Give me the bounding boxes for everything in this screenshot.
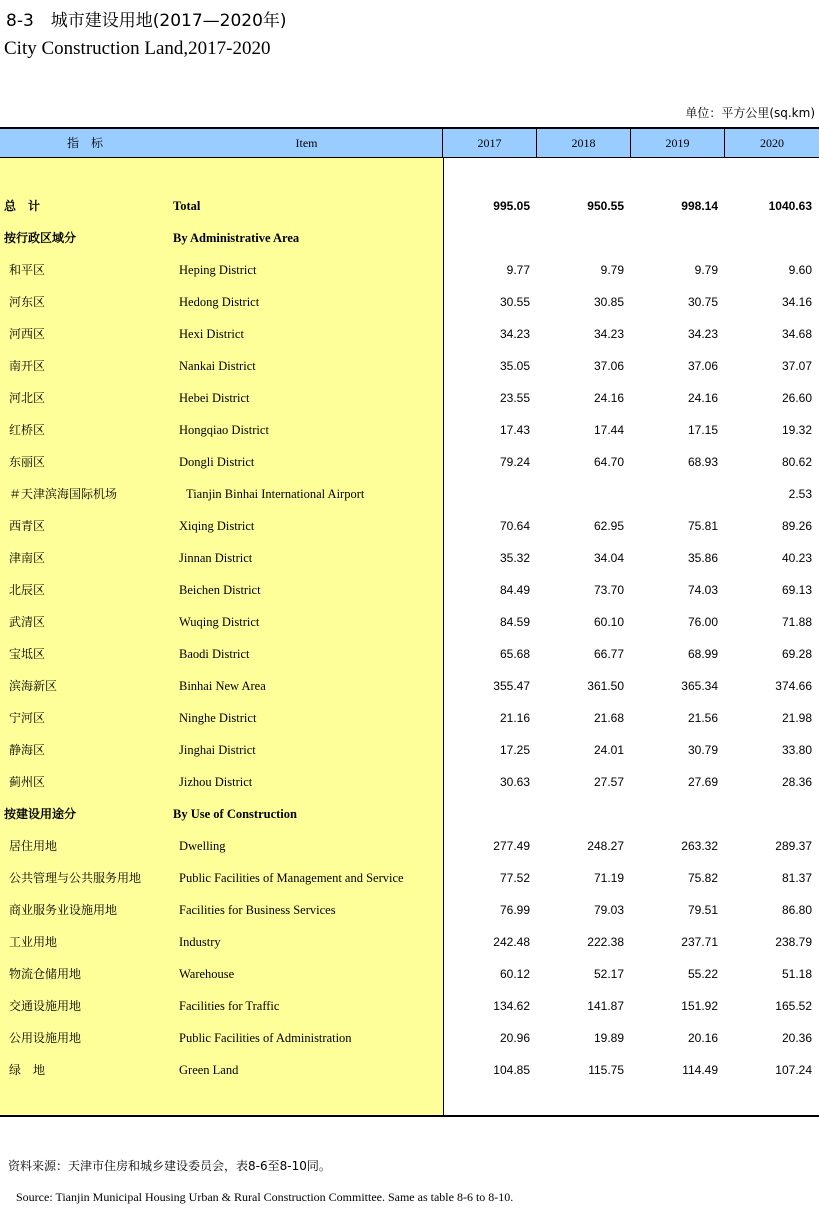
value-cell: 17.44 xyxy=(593,423,624,437)
row-label-english: Binhai New Area xyxy=(179,679,266,693)
value-cell: 71.19 xyxy=(593,871,624,885)
value-cell: 263.32 xyxy=(681,839,718,853)
table-row xyxy=(0,670,819,702)
value-cell: 30.63 xyxy=(499,775,530,789)
value-cell: 35.05 xyxy=(499,359,530,373)
row-label-english: Warehouse xyxy=(179,967,235,981)
row-label-chinese: 宁河区 xyxy=(9,711,46,725)
table-row xyxy=(0,542,819,574)
value-cell: 30.85 xyxy=(593,295,624,309)
value-cell: 34.68 xyxy=(781,327,812,341)
value-cell: 75.81 xyxy=(687,519,718,533)
value-cell: 134.62 xyxy=(493,999,530,1013)
row-label-chinese: 公用设施用地 xyxy=(9,1031,82,1045)
value-cell: 69.28 xyxy=(781,647,812,661)
value-cell: 34.23 xyxy=(593,327,624,341)
page-title: 8-3 城市建设用地(2017—2020年) xyxy=(6,11,287,31)
value-cell: 165.52 xyxy=(775,999,812,1013)
unit-label: 单位：平方公里(sq.km) xyxy=(685,106,815,120)
row-label-chinese: 南开区 xyxy=(9,359,46,373)
row-label-chinese: 红桥区 xyxy=(9,423,46,437)
value-cell: 84.59 xyxy=(499,615,530,629)
value-cell: 115.75 xyxy=(588,1063,624,1077)
value-cell: 21.16 xyxy=(499,711,530,725)
table-row xyxy=(0,702,819,734)
value-cell: 23.55 xyxy=(499,391,530,405)
table-row xyxy=(0,574,819,606)
value-cell: 9.77 xyxy=(506,263,530,277)
value-cell: 19.89 xyxy=(593,1031,624,1045)
row-label-english: Jizhou District xyxy=(179,775,253,789)
value-cell: 21.98 xyxy=(781,711,812,725)
value-cell: 107.24 xyxy=(775,1063,812,1077)
value-cell: 81.37 xyxy=(781,871,812,885)
row-label-english: Hexi District xyxy=(179,327,244,341)
value-cell: 30.79 xyxy=(687,743,718,757)
value-cell: 37.06 xyxy=(593,359,624,373)
value-cell: 9.79 xyxy=(600,263,624,277)
value-cell: 77.52 xyxy=(499,871,530,885)
value-cell: 141.87 xyxy=(587,999,624,1013)
value-cell: 21.56 xyxy=(687,711,718,725)
table-row xyxy=(0,414,819,446)
value-cell: 24.16 xyxy=(593,391,624,405)
value-cell: 37.07 xyxy=(781,359,812,373)
value-cell: 1040.63 xyxy=(768,199,812,213)
table-row xyxy=(0,894,819,926)
row-label-chinese: 交通设施用地 xyxy=(9,999,82,1013)
row-label-chinese: 北辰区 xyxy=(9,583,46,597)
value-cell: 151.92 xyxy=(681,999,718,1013)
row-label-chinese: 居住用地 xyxy=(9,839,58,853)
row-label-english: Dongli District xyxy=(179,455,255,469)
row-label-chinese: 物流仓储用地 xyxy=(9,967,82,981)
row-label-english: Tianjin Binhai International Airport xyxy=(186,487,365,501)
row-label-english: By Use of Construction xyxy=(173,807,297,821)
row-label-english: Xiqing District xyxy=(179,519,255,533)
row-label-english: Ninghe District xyxy=(179,711,257,725)
value-cell: 26.60 xyxy=(781,391,812,405)
table-row xyxy=(0,286,819,318)
value-cell: 237.71 xyxy=(681,935,718,949)
table-row xyxy=(0,958,819,990)
row-label-english: By Administrative Area xyxy=(173,231,300,245)
table-row xyxy=(0,606,819,638)
row-label-english: Public Facilities of Administration xyxy=(179,1031,352,1045)
value-cell: 242.48 xyxy=(493,935,530,949)
value-cell: 68.93 xyxy=(687,455,718,469)
row-label-chinese: 滨海新区 xyxy=(9,679,58,693)
value-cell: 37.06 xyxy=(687,359,718,373)
row-label-chinese: 宝坻区 xyxy=(9,647,46,661)
value-cell: 34.23 xyxy=(687,327,718,341)
value-cell: 60.10 xyxy=(593,615,624,629)
value-cell: 104.85 xyxy=(493,1063,530,1077)
table-row xyxy=(0,830,819,862)
value-cell: 79.51 xyxy=(687,903,718,917)
table-row xyxy=(0,478,819,510)
value-cell: 66.77 xyxy=(593,647,624,661)
value-cell: 71.88 xyxy=(781,615,812,629)
value-cell: 34.04 xyxy=(593,551,624,565)
row-label-english: Nankai District xyxy=(179,359,256,373)
row-label-chinese: 静海区 xyxy=(9,743,46,757)
row-label-english: Facilities for Traffic xyxy=(179,999,280,1013)
table-row xyxy=(0,734,819,766)
header-year-2018: 2018 xyxy=(571,136,596,150)
value-cell: 40.23 xyxy=(781,551,812,565)
value-cell: 9.79 xyxy=(694,263,718,277)
header-year-2017: 2017 xyxy=(477,136,502,150)
row-label-english: Jinnan District xyxy=(179,551,253,565)
row-label-english: Hongqiao District xyxy=(179,423,269,437)
table-row xyxy=(0,926,819,958)
value-cell: 998.14 xyxy=(681,199,718,213)
page-title-english: City Construction Land,2017-2020 xyxy=(4,38,271,59)
value-cell: 76.99 xyxy=(499,903,530,917)
value-cell: 84.49 xyxy=(499,583,530,597)
table-row xyxy=(0,862,819,894)
table-row xyxy=(0,798,819,830)
value-cell: 74.03 xyxy=(687,583,718,597)
value-cell: 20.36 xyxy=(781,1031,812,1045)
value-cell: 75.82 xyxy=(687,871,718,885)
value-cell: 62.95 xyxy=(593,519,624,533)
table-row xyxy=(0,990,819,1022)
row-label-english: Wuqing District xyxy=(179,615,260,629)
value-cell: 51.18 xyxy=(781,967,812,981)
table-header xyxy=(0,129,819,158)
value-cell: 60.12 xyxy=(499,967,530,981)
header-item: Item xyxy=(295,136,318,150)
value-cell: 30.75 xyxy=(687,295,718,309)
table-row xyxy=(0,190,819,222)
value-cell: 86.80 xyxy=(781,903,812,917)
value-cell: 55.22 xyxy=(687,967,718,981)
row-label-english: Hedong District xyxy=(179,295,260,309)
value-cell: 64.70 xyxy=(593,455,624,469)
row-label-chinese: 津南区 xyxy=(9,551,46,565)
value-cell: 73.70 xyxy=(593,583,624,597)
value-cell: 24.16 xyxy=(687,391,718,405)
table-row xyxy=(0,382,819,414)
row-label-chinese: 河北区 xyxy=(9,391,46,405)
source-note-english: Source: Tianjin Municipal Housing Urban & Rural Construction Committee. Same as table 8-6 to 8-10. xyxy=(16,1190,514,1204)
value-cell: 27.69 xyxy=(687,775,718,789)
row-label-english: Total xyxy=(173,199,201,213)
value-cell: 34.23 xyxy=(499,327,530,341)
value-cell: 76.00 xyxy=(687,615,718,629)
data-table xyxy=(0,127,819,1117)
row-label-english: Beichen District xyxy=(179,583,261,597)
row-label-chinese: 和平区 xyxy=(9,263,46,277)
row-label-english: Public Facilities of Management and Service xyxy=(179,871,404,885)
header-year-2019: 2019 xyxy=(665,136,690,150)
header-year-2020: 2020 xyxy=(760,136,784,150)
value-cell: 30.55 xyxy=(499,295,530,309)
value-cell: 52.17 xyxy=(593,967,624,981)
row-label-chinese: ＃天津滨海国际机场 xyxy=(9,487,118,501)
table-row xyxy=(0,254,819,286)
value-cell: 222.38 xyxy=(587,935,624,949)
row-label-english: Jinghai District xyxy=(179,743,256,757)
value-cell: 277.49 xyxy=(493,839,530,853)
row-label-english: Industry xyxy=(179,935,221,949)
table-row xyxy=(0,1022,819,1054)
row-label-chinese: 总 计 xyxy=(4,199,41,213)
value-cell: 21.68 xyxy=(593,711,624,725)
row-label-chinese: 绿 地 xyxy=(9,1063,46,1077)
header-indicator: 指 标 xyxy=(66,136,103,150)
row-label-chinese: 商业服务业设施用地 xyxy=(9,903,118,917)
value-cell: 17.43 xyxy=(499,423,530,437)
table-row xyxy=(0,222,819,254)
row-label-chinese: 按建设用途分 xyxy=(4,807,77,821)
value-cell: 365.34 xyxy=(681,679,718,693)
value-cell: 33.80 xyxy=(781,743,812,757)
value-cell: 20.96 xyxy=(499,1031,530,1045)
value-cell: 17.15 xyxy=(687,423,718,437)
value-cell: 28.36 xyxy=(781,775,812,789)
value-cell: 79.24 xyxy=(499,455,530,469)
row-label-english: Baodi District xyxy=(179,647,250,661)
value-cell: 35.86 xyxy=(687,551,718,565)
value-cell: 35.32 xyxy=(499,551,530,565)
value-cell: 355.47 xyxy=(493,679,530,693)
value-cell: 27.57 xyxy=(593,775,624,789)
row-label-english: Heping District xyxy=(179,263,257,277)
value-cell: 19.32 xyxy=(781,423,812,437)
value-cell: 289.37 xyxy=(775,839,812,853)
value-cell: 238.79 xyxy=(775,935,812,949)
value-cell: 79.03 xyxy=(593,903,624,917)
row-label-english: Hebei District xyxy=(179,391,250,405)
value-cell: 89.26 xyxy=(781,519,812,533)
value-cell: 995.05 xyxy=(493,199,530,213)
table-row xyxy=(0,766,819,798)
row-label-chinese: 河东区 xyxy=(9,295,46,309)
table-row xyxy=(0,510,819,542)
value-cell: 68.99 xyxy=(687,647,718,661)
row-label-chinese: 武清区 xyxy=(9,615,46,629)
value-cell: 2.53 xyxy=(788,487,812,501)
value-cell: 361.50 xyxy=(587,679,624,693)
value-cell: 374.66 xyxy=(775,679,812,693)
table-row xyxy=(0,350,819,382)
row-label-chinese: 蓟州区 xyxy=(9,775,46,789)
source-note-chinese: 资料来源：天津市住房和城乡建设委员会，表8-6至8-10同。 xyxy=(8,1159,331,1173)
table-row xyxy=(0,446,819,478)
table-row xyxy=(0,638,819,670)
value-cell: 80.62 xyxy=(781,455,812,469)
value-cell: 9.60 xyxy=(788,263,812,277)
row-label-english: Dwelling xyxy=(179,839,226,853)
row-label-chinese: 工业用地 xyxy=(9,935,58,949)
value-cell: 69.13 xyxy=(781,583,812,597)
table-row xyxy=(0,318,819,350)
row-label-chinese: 按行政区域分 xyxy=(4,231,77,245)
value-cell: 24.01 xyxy=(593,743,624,757)
row-label-chinese: 河西区 xyxy=(9,327,46,341)
value-cell: 950.55 xyxy=(587,199,624,213)
value-cell: 20.16 xyxy=(687,1031,718,1045)
row-label-english: Facilities for Business Services xyxy=(179,903,336,917)
table-row xyxy=(0,1054,819,1086)
row-label-english: Green Land xyxy=(179,1063,239,1077)
value-cell: 65.68 xyxy=(499,647,530,661)
value-cell: 17.25 xyxy=(499,743,530,757)
value-cell: 34.16 xyxy=(781,295,812,309)
row-label-chinese: 西青区 xyxy=(9,519,46,533)
value-cell: 114.49 xyxy=(682,1063,718,1077)
value-cell: 248.27 xyxy=(587,839,624,853)
row-label-chinese: 东丽区 xyxy=(9,455,46,469)
value-cell: 70.64 xyxy=(499,519,530,533)
row-label-chinese: 公共管理与公共服务用地 xyxy=(9,871,142,885)
